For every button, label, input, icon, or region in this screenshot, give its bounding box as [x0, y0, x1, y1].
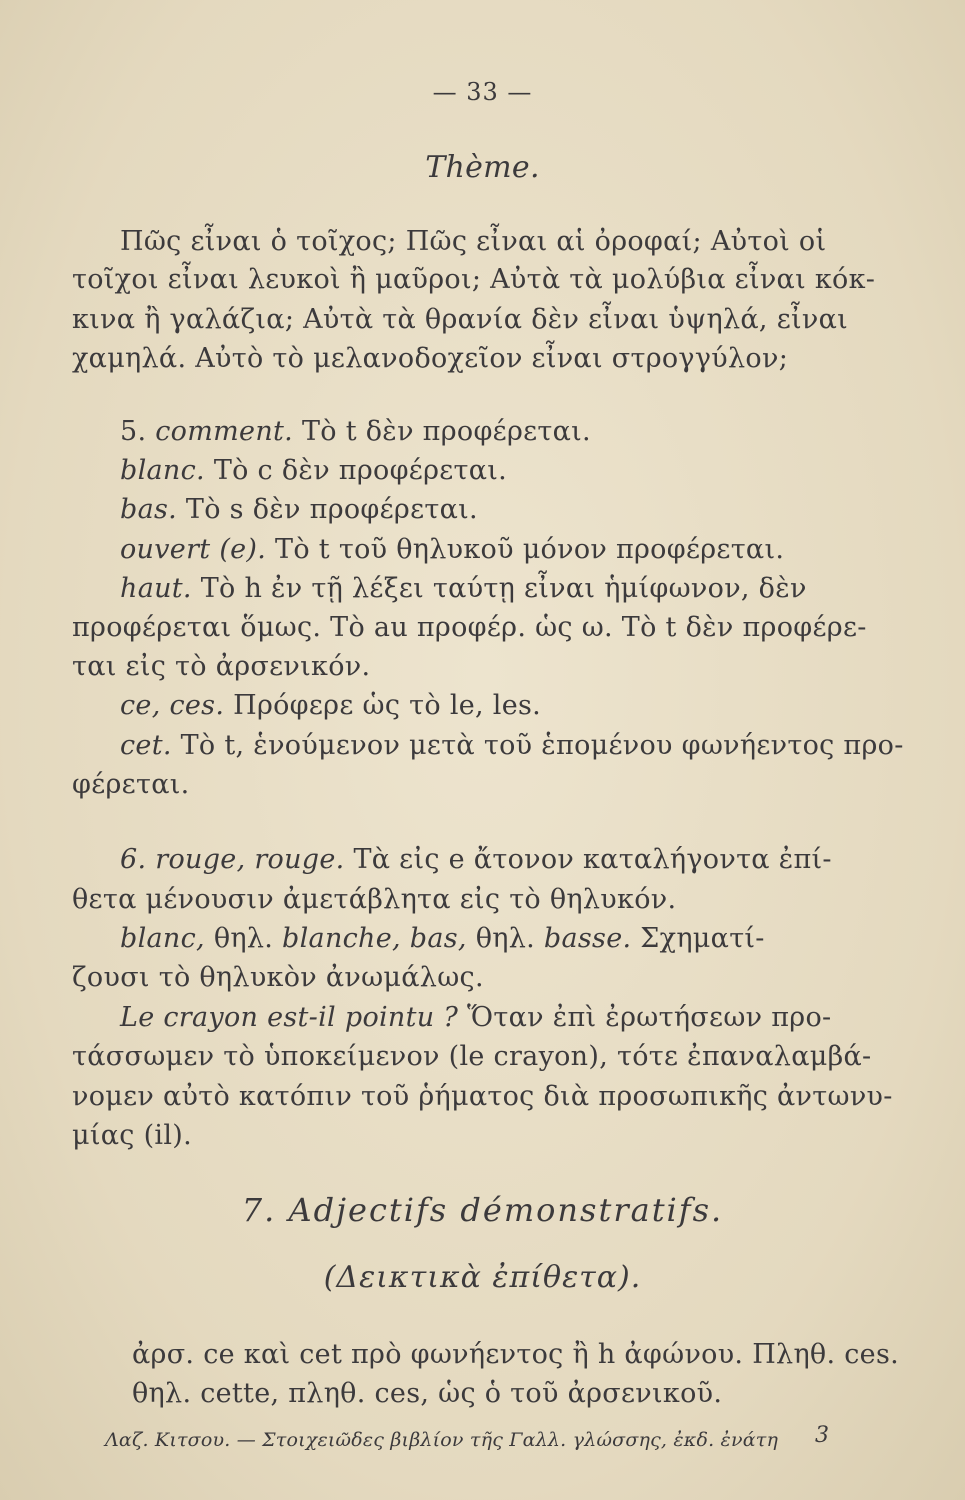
french-word: basse. — [543, 923, 632, 954]
explanation: Τὰ εἰς e ἄτονον καταλήγοντα ἐπί- — [353, 844, 832, 875]
french-word: comment. — [155, 416, 294, 447]
section-7-line-1: ἀρσ. ce καὶ cet πρὸ φωνήεντος ἢ h ἀφώνου. Πληθ. ces. — [132, 1339, 899, 1370]
explanation: θηλ. — [213, 923, 274, 954]
section-7-heading: 7. Adjectifs démonstratifs. — [241, 1191, 724, 1229]
section-5-line-10: φέρεται. — [72, 769, 190, 800]
explanation: Τὸ s δὲν προφέρεται. — [185, 494, 478, 525]
french-word: bas. — [120, 494, 178, 525]
section-number: 6. — [120, 844, 147, 875]
section-6-line-5 — [120, 1002, 831, 1034]
section-7-greek-heading: (Δεικτικὰ ἐπίθετα). — [323, 1260, 642, 1295]
section-5-line-1 — [120, 416, 591, 448]
theme-heading: Thème. — [425, 150, 540, 185]
signature-mark: 3 — [815, 1423, 830, 1448]
explanation: Τὸ c δὲν προφέρεται. — [213, 455, 508, 486]
section-5-line-8 — [120, 690, 541, 722]
section-6-line-8: μίας (il). — [72, 1120, 192, 1151]
explanation: Τὸ t, ἑνούμενον μετὰ τοῦ ἑπομένου φωνήεντος προ- — [180, 730, 904, 761]
french-word: blanc, — [120, 923, 205, 954]
section-5-line-7: ται εἰς τὸ ἀρσενικόν. — [72, 651, 371, 682]
theme-line: τοῖχοι εἶναι λευκοὶ ἢ μαῦροι; Αὐτὰ τὰ μολύβια εἶναι κόκ- — [72, 264, 876, 295]
french-word: haut. — [120, 573, 192, 604]
section-5-line-6: προφέρεται ὅμως. Τὸ au προφέρ. ὡς ω. Τὸ t δὲν προφέρε- — [72, 612, 867, 643]
section-7-line-2: θηλ. cette, πληθ. ces, ὡς ὁ τοῦ ἀρσενικοῦ. — [132, 1378, 723, 1409]
french-word: blanc. — [120, 455, 205, 486]
section-6-line-7: νομεν αὐτὸ κατόπιν τοῦ ῥήματος διὰ προσωπικῆς ἀντωνυ- — [72, 1081, 893, 1112]
french-sentence: Le crayon est-il pointu ? — [120, 1002, 459, 1033]
footer-citation: Λαζ. Κιτσου. — Στοιχειῶδες βιβλίον τῆς Γαλλ. γλώσσης, ἐκδ. ἐνάτη — [105, 1429, 779, 1451]
french-word: ce, ces. — [120, 690, 225, 721]
section-5-line-2 — [120, 455, 507, 487]
section-5-line-5 — [120, 573, 807, 605]
section-5-line-3 — [120, 494, 478, 526]
section-6-line-4: ζουσι τὸ θηλυκὸν ἀνωμάλως. — [72, 962, 484, 993]
theme-line: Πῶς εἶναι ὁ τοῖχος; Πῶς εἶναι αἱ ὀροφαί; Αὐτοὶ οἱ — [120, 226, 827, 257]
explanation: Τὸ t δὲν προφέρεται. — [301, 416, 591, 447]
section-6-line-3 — [120, 923, 765, 955]
section-5-line-4 — [120, 534, 784, 566]
page-number: — 33 — — [432, 78, 533, 106]
french-word: cet. — [120, 730, 172, 761]
explanation: θηλ. — [475, 923, 536, 954]
section-6-line-2: θετα μένουσιν ἀμετάβλητα εἰς τὸ θηλυκόν. — [72, 884, 677, 915]
explanation: Σχηματί- — [640, 923, 765, 954]
theme-line: χαμηλά. Αὐτὸ τὸ μελανοδοχεῖον εἶναι στρογγύλον; — [72, 343, 789, 374]
explanation: Πρόφερε ὡς τὸ le, les. — [233, 690, 542, 721]
french-word: rouge, rouge. — [155, 844, 345, 875]
theme-line: κινα ἢ γαλάζια; Αὐτὰ τὰ θρανία δὲν εἶναι ὑψηλά, εἶναι — [72, 304, 848, 335]
section-6-line-6: τάσσωμεν τὸ ὑποκείμενον (le crayon), τότε ἐπαναλαμβά- — [72, 1041, 872, 1072]
section-5-line-9 — [120, 730, 904, 762]
section-number: 5. — [120, 416, 147, 447]
explanation: Τὸ t τοῦ θηλυκοῦ μόνον προφέρεται. — [275, 534, 785, 565]
section-6-line-1 — [120, 844, 832, 876]
french-word: ouvert (e). — [120, 534, 267, 565]
explanation: Ὅταν ἐπὶ ἐρωτήσεων προ- — [467, 1002, 832, 1033]
explanation: Τὸ h ἐν τῇ λέξει ταύτῃ εἶναι ἡμίφωνον, δὲν — [200, 573, 807, 604]
french-word: blanche, bas, — [282, 923, 467, 954]
